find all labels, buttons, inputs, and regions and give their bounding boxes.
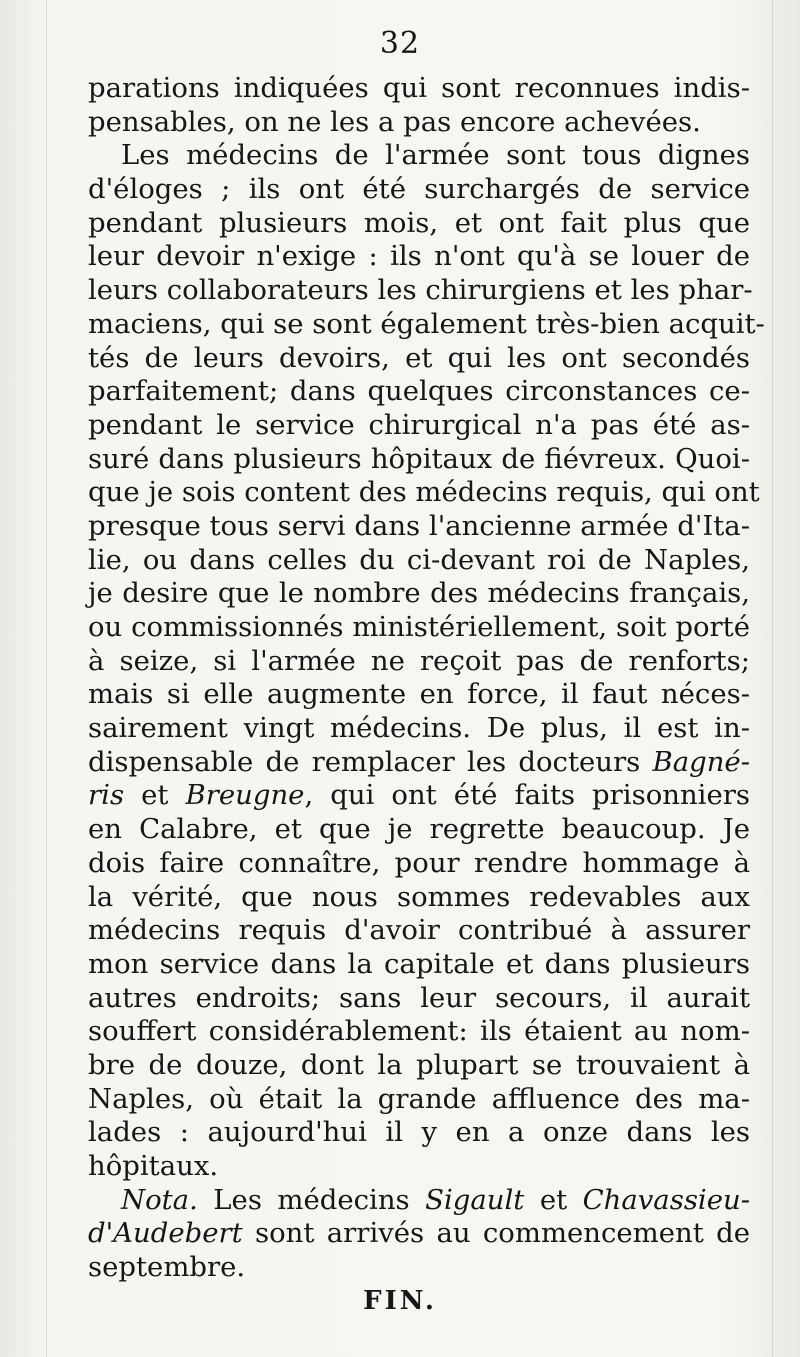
line-segment: et <box>124 779 186 812</box>
text-line <box>88 409 750 443</box>
line-segment: souffert considérablement: ils étaient au nom- <box>88 1015 750 1048</box>
text-line <box>88 342 750 376</box>
text-line <box>88 881 750 915</box>
line-segment: à seize, si l'armée ne reçoit pas de renforts; <box>88 644 750 677</box>
text-line <box>88 779 750 813</box>
text-line <box>88 1251 750 1285</box>
line-segment: dispensable de remplacer les docteurs <box>88 745 653 778</box>
line-segment: leur devoir n'exige : ils n'ont qu'à se louer de <box>88 240 750 273</box>
text-line <box>88 139 750 173</box>
text-line <box>88 914 750 948</box>
line-segment: parations indiquées qui sont reconnues indis- <box>88 72 750 104</box>
line-segment: suré dans plusieurs hôpitaux de fiévreux. Quoi- <box>88 442 750 475</box>
line-segment-italic: d'Audebert <box>88 1217 243 1250</box>
line-segment: Naples, où était la grande affluence des ma- <box>88 1082 750 1115</box>
line-segment: en Calabre, et que je regrette beaucoup. Je <box>88 813 750 846</box>
line-segment: médecins requis d'avoir contribué à assurer <box>88 914 750 947</box>
end-mark: FIN. <box>363 1286 437 1316</box>
text-line <box>88 982 750 1016</box>
line-segment: hôpitaux. <box>88 1150 219 1182</box>
line-segment: sont arrivés au commencement de <box>242 1217 750 1250</box>
line-segment-italic: Breugne <box>185 779 305 812</box>
text-line <box>88 240 750 274</box>
text-line <box>88 678 750 712</box>
line-segment-italic: Nota. <box>121 1183 198 1216</box>
line-segment-italic: Chavassieu- <box>582 1183 751 1216</box>
text-line <box>88 443 750 477</box>
text-line <box>88 1217 750 1251</box>
text-line <box>88 1150 750 1184</box>
text-line <box>88 544 750 578</box>
line-segment: lades : aujourd'hui il y en a onze dans les <box>88 1116 750 1149</box>
text-line <box>88 1116 750 1150</box>
text-line <box>88 948 750 982</box>
text-line <box>88 476 760 510</box>
line-segment: la vérité, que nous sommes redevables aux <box>88 880 750 913</box>
body-text <box>88 72 765 1285</box>
line-segment: dois faire connaître, pour rendre hommage à <box>88 846 750 879</box>
text-line <box>88 645 750 679</box>
line-segment: septembre. <box>88 1251 246 1284</box>
line-segment: mais si elle augmente en force, il faut néces- <box>88 678 750 711</box>
text-line <box>88 1184 750 1218</box>
line-segment-italic: Sigault <box>425 1183 525 1216</box>
line-segment: parfaitement; dans quelques circonstances ce- <box>88 375 750 408</box>
text-line <box>88 274 753 308</box>
text-line <box>88 813 750 847</box>
text-line <box>88 207 750 241</box>
line-segment: et <box>524 1183 583 1216</box>
line-segment: mon service dans la capitale et dans plusieurs <box>88 947 750 980</box>
line-segment: je desire que le nombre des médecins français, <box>88 577 750 610</box>
line-segment-italic: ris <box>88 779 125 812</box>
text-line <box>88 1049 750 1083</box>
line-segment: leurs collaborateurs les chirurgiens et les phar- <box>88 274 753 307</box>
line-segment: sairement vingt médecins. De plus, il est in- <box>88 712 750 745</box>
text-line <box>88 577 750 611</box>
line-segment: autres endroits; sans leur secours, il aurait <box>88 981 750 1014</box>
page-edge-left <box>46 0 47 1357</box>
text-line <box>88 72 750 106</box>
text-line <box>88 173 750 207</box>
text-line <box>88 1015 750 1049</box>
line-segment: pendant plusieurs mois, et ont fait plus que <box>88 206 750 239</box>
text-line <box>88 847 750 881</box>
text-line <box>88 611 750 645</box>
text-line <box>88 1083 750 1117</box>
line-segment: maciens, qui se sont également très-bien acquit- <box>88 307 765 340</box>
line-segment: que je sois content des médecins requis, qui ont <box>88 476 760 509</box>
line-segment: ou commissionnés ministériellement, soit porté <box>88 611 750 643</box>
line-segment: d'éloges ; ils ont été surchargés de service <box>88 173 750 206</box>
line-segment: tés de leurs devoirs, et qui les ont secondés <box>88 341 750 374</box>
text-line <box>88 307 765 342</box>
line-segment: presque tous servi dans l'ancienne armée d'Ita- <box>88 509 750 542</box>
line-segment: lie, ou dans celles du ci-devant roi de Naples, <box>88 543 750 576</box>
line-segment: pensables, on ne les a pas encore achevées. <box>88 105 701 138</box>
text-line <box>88 510 750 544</box>
line-segment: bre de douze, dont la plupart se trouvaient à <box>88 1048 750 1081</box>
text-line <box>88 712 750 746</box>
text-line <box>88 746 750 780</box>
line-segment-italic: Bagné- <box>652 745 750 778</box>
text-line <box>88 375 750 409</box>
line-segment: Les médecins de l'armée sont tous dignes <box>121 139 750 172</box>
line-segment: , qui ont été faits prisonniers <box>304 779 751 812</box>
text-line <box>88 106 750 140</box>
page-edge-right <box>772 0 773 1357</box>
line-segment: pendant le service chirurgical n'a pas été as- <box>88 408 750 441</box>
line-segment: Les médecins <box>197 1183 426 1216</box>
page-number: 32 <box>379 26 421 61</box>
